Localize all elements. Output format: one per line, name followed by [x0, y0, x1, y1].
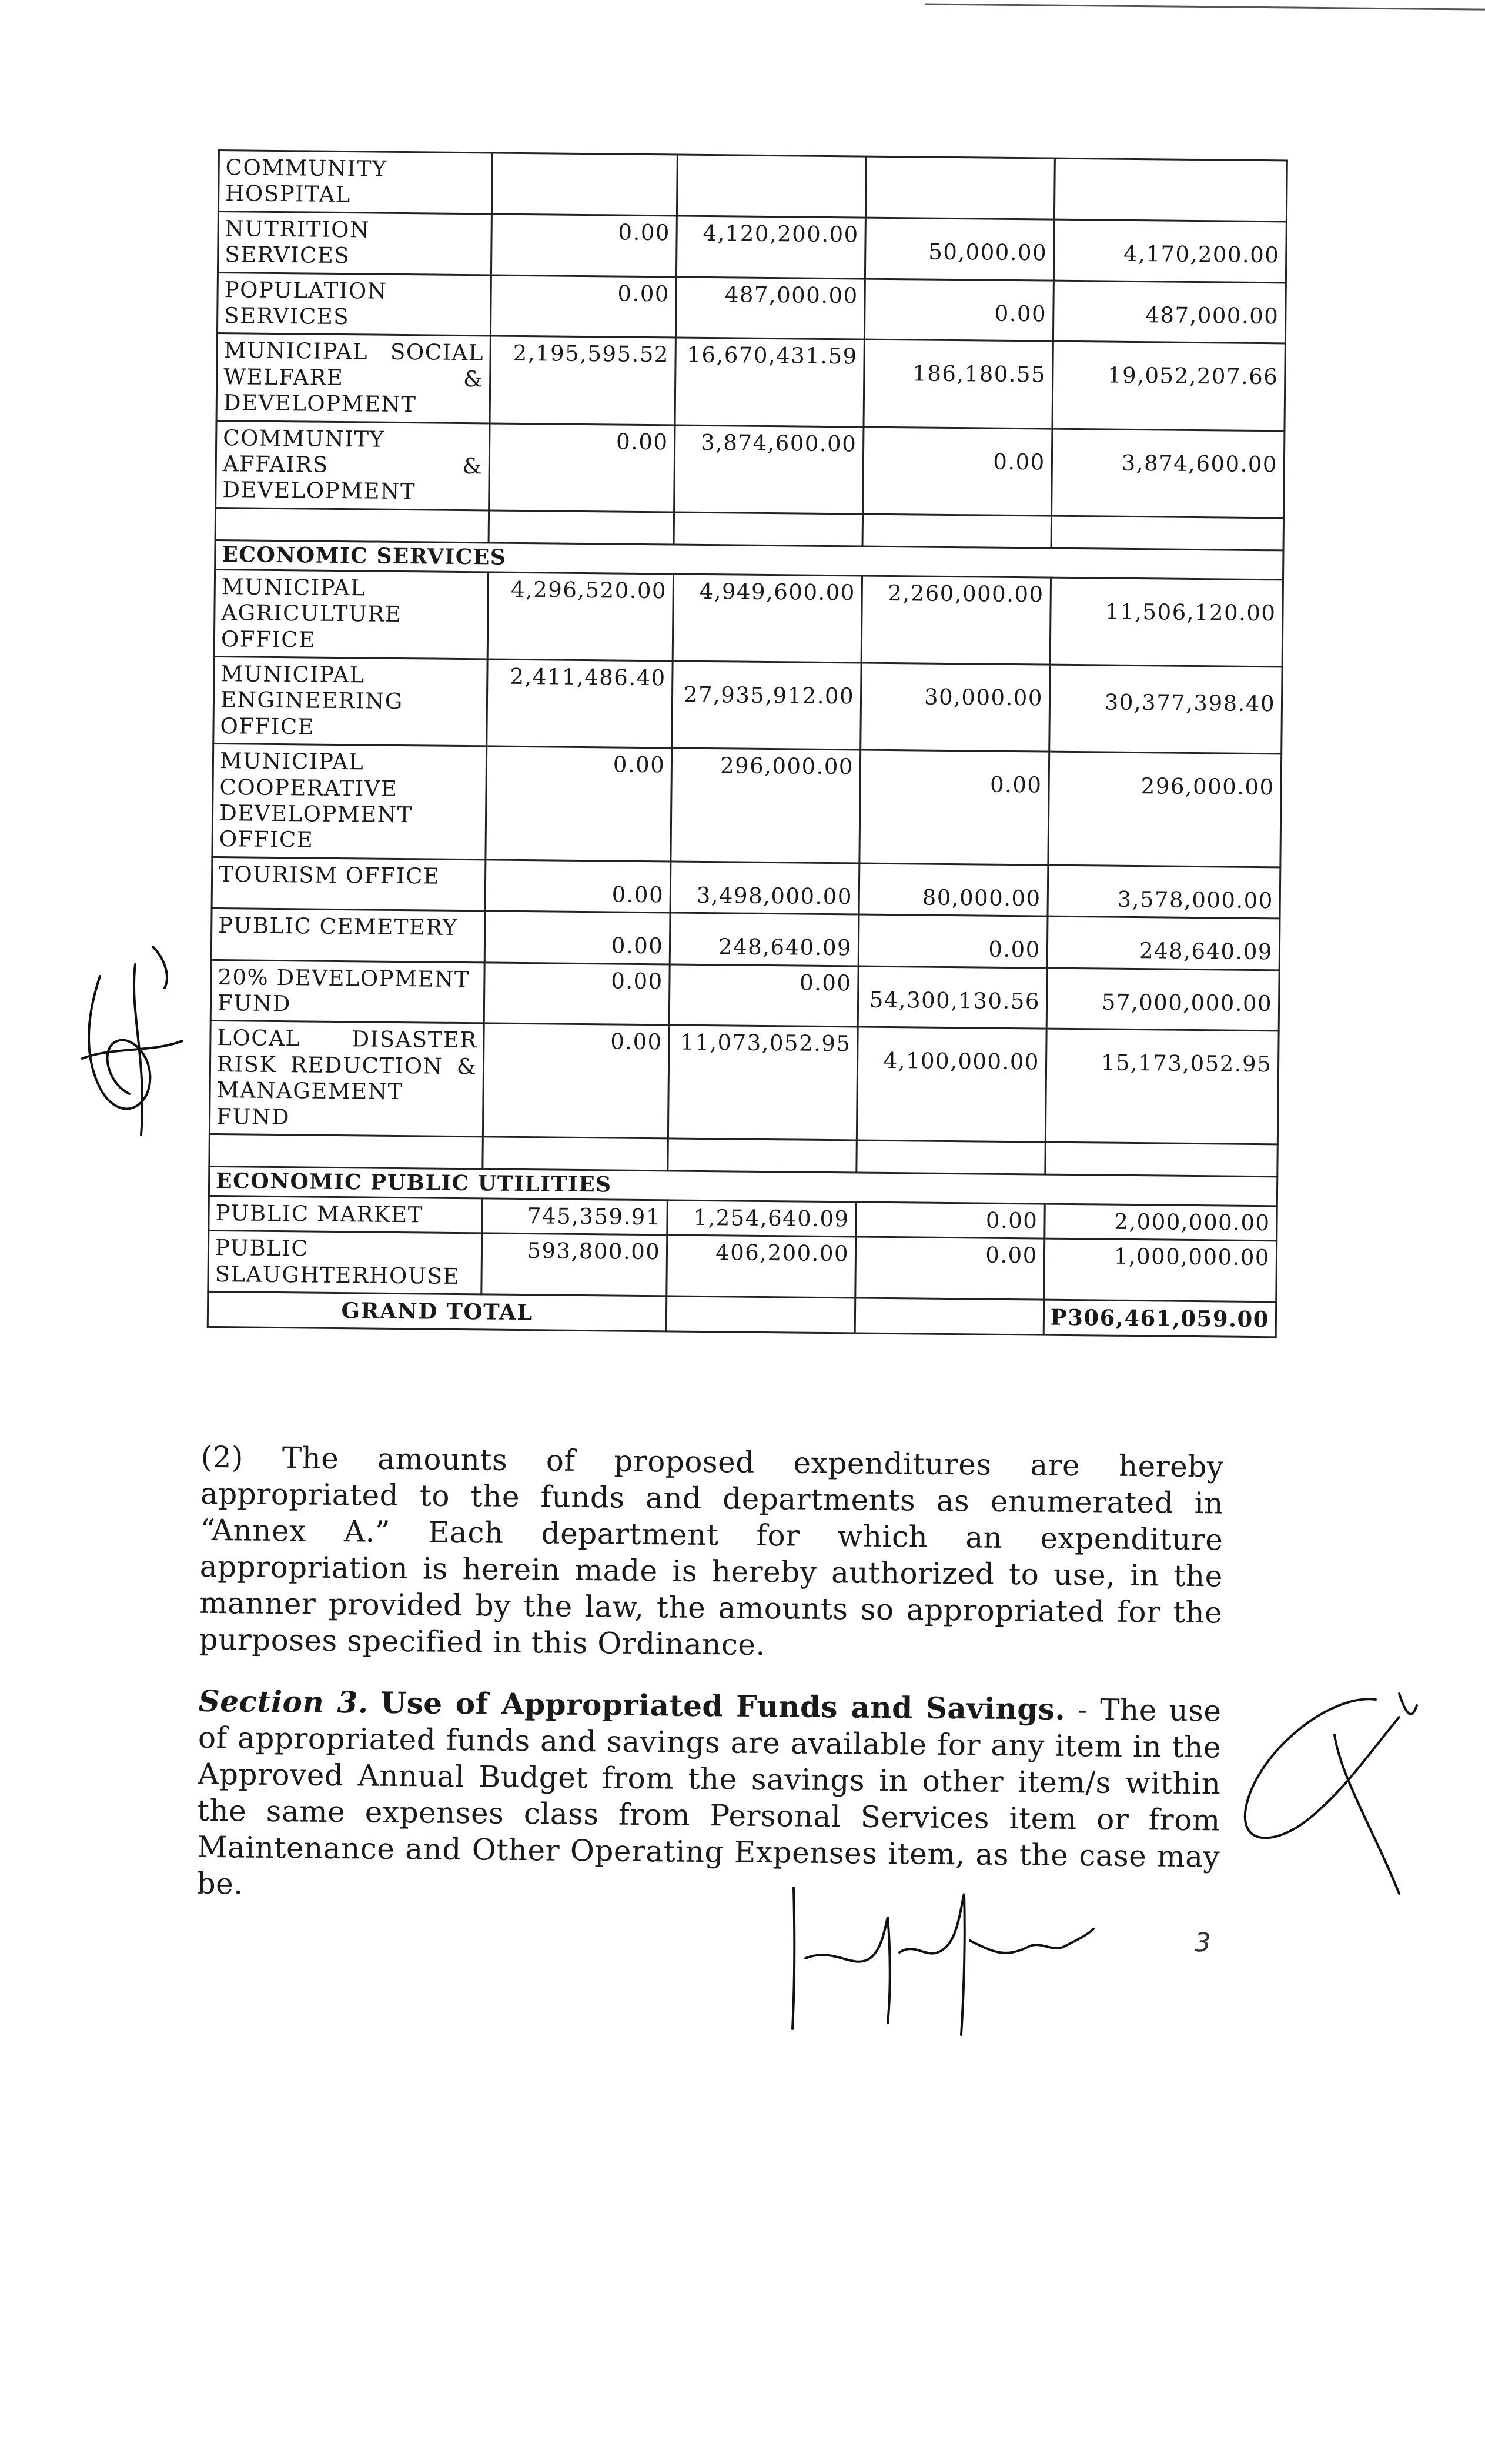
table-row: [214, 569, 1283, 667]
row-name: MUNICIPAL ENGINEERING OFFICE: [213, 657, 488, 747]
cell-total: [1054, 158, 1287, 222]
cell-ps: 0.00: [489, 423, 675, 512]
row-name: PUBLIC CEMETERY: [211, 909, 485, 963]
cell-mooe: 4,949,600.00: [673, 574, 862, 663]
empty-cell: [215, 508, 489, 542]
empty-cell: [483, 1137, 668, 1171]
table-row: [216, 420, 1285, 518]
cell-mooe: 296,000.00: [671, 748, 861, 863]
cell-mooe: 0.00: [669, 964, 858, 1027]
table-row: [218, 151, 1287, 222]
cell-mooe: 4,120,200.00: [677, 216, 866, 279]
row-name: PUBLIC MARKET: [209, 1196, 483, 1234]
cell-total: 487,000.00: [1053, 281, 1286, 344]
cell-ps: 0.00: [491, 275, 677, 338]
budget-table: [207, 149, 1288, 1338]
row-name: MUNICIPAL SOCIAL WELFARE & DEVELOPMENT: [216, 333, 491, 423]
cell-ps: 2,195,595.52: [490, 336, 675, 425]
cell-mooe: 1,254,640.09: [667, 1200, 856, 1237]
cell-mooe: 487,000.00: [676, 277, 865, 340]
table-row: [212, 744, 1282, 867]
empty-cell: [1051, 516, 1284, 550]
cell-mooe: 406,200.00: [667, 1235, 856, 1298]
empty-cell: [855, 1298, 1043, 1334]
cell-total: 57,000,000.00: [1046, 968, 1279, 1031]
table-row: [209, 1021, 1279, 1144]
cell-total: 4,170,200.00: [1053, 219, 1286, 283]
empty-cell: [1045, 1142, 1278, 1177]
cell-mooe: 248,640.09: [670, 913, 859, 966]
section-title: Use of Appropriated Funds and Savings.: [380, 1685, 1066, 1727]
cell-co: 2,260,000.00: [861, 576, 1051, 665]
table-row: [210, 960, 1279, 1031]
cell-total: 3,578,000.00: [1048, 865, 1280, 919]
cell-total: 1,000,000.00: [1044, 1239, 1277, 1303]
cell-total: 19,052,207.66: [1052, 341, 1286, 430]
cell-co: 0.00: [856, 1202, 1045, 1238]
bottom-signature: [782, 1870, 1111, 2046]
empty-cell: [209, 1134, 483, 1168]
empty-cell: [674, 512, 862, 546]
cell-total: 30,377,398.40: [1049, 665, 1282, 754]
empty-cell: [668, 1138, 857, 1173]
cell-total: 248,640.09: [1047, 916, 1280, 970]
cell-co: 0.00: [855, 1237, 1045, 1300]
cell-ps: 745,359.91: [482, 1198, 668, 1235]
section-label: ECONOMIC SERVICES: [215, 540, 1283, 580]
page-number: 3: [1194, 1928, 1212, 1958]
row-name: MUNICIPAL COOPERATIVE DEVELOPMENT OFFICE: [212, 744, 487, 860]
cell-total: 2,000,000.00: [1045, 1204, 1277, 1241]
row-name: LOCAL DISASTER RISK REDUCTION & MANAGEMENT FUND: [209, 1021, 484, 1137]
left-margin-initials: [65, 941, 194, 1153]
row-name: POPULATION SERVICES: [217, 272, 491, 336]
cell-mooe: 16,670,431.59: [675, 338, 864, 426]
cell-co: 0.00: [863, 427, 1052, 516]
cell-co: 186,180.55: [864, 339, 1053, 428]
cell-co: [865, 156, 1055, 219]
cell-co: 54,300,130.56: [858, 966, 1047, 1029]
cell-mooe: 3,498,000.00: [670, 862, 859, 914]
grand-total-value: P306,461,059.00: [1043, 1300, 1276, 1337]
row-name: 20% DEVELOPMENT FUND: [210, 960, 484, 1023]
right-margin-signature: [1211, 1682, 1458, 1917]
section-body: - The use of appropriated funds and savings are available for any item in the Approved Annual Budget from the savings in other item/s within the same expenses class from Personal Services item or from Maintenance and Other Operating Expenses item, as the case may be.: [196, 1692, 1222, 1901]
row-name: NUTRITION SERVICES: [218, 211, 491, 275]
cell-co: 0.00: [864, 279, 1053, 342]
table-row: [217, 272, 1286, 343]
table-row: [216, 333, 1285, 431]
cell-ps: 2,411,486.40: [487, 659, 673, 748]
empty-cell: [667, 1296, 855, 1333]
cell-co: 0.00: [858, 914, 1048, 967]
cell-total: 15,173,052.95: [1045, 1029, 1279, 1144]
cell-co: 50,000.00: [865, 218, 1054, 281]
empty-cell: [857, 1140, 1045, 1174]
cell-ps: 0.00: [486, 746, 672, 862]
empty-cell: [489, 510, 674, 545]
cell-co: 30,000.00: [861, 663, 1050, 752]
cell-total: 296,000.00: [1048, 752, 1282, 867]
row-name: PUBLIC SLAUGHTERHOUSE: [208, 1231, 482, 1294]
row-name: TOURISM OFFICE: [212, 857, 486, 911]
top-edge-line: [925, 4, 1485, 11]
cell-mooe: 3,874,600.00: [674, 425, 864, 513]
cell-ps: 0.00: [484, 962, 670, 1025]
row-name: MUNICIPAL AGRICULTURE OFFICE: [214, 569, 489, 659]
cell-mooe: 11,073,052.95: [668, 1025, 858, 1140]
cell-total: 3,874,600.00: [1051, 429, 1285, 518]
cell-ps: 0.00: [485, 860, 671, 913]
row-name: COMMUNITY HOSPITAL: [218, 151, 492, 214]
cell-mooe: 27,935,912.00: [672, 661, 861, 750]
section-label: ECONOMIC PUBLIC UTILITIES: [209, 1166, 1277, 1206]
cell-ps: 0.00: [484, 911, 670, 964]
cell-mooe: [677, 155, 867, 218]
table-row: [208, 1231, 1277, 1302]
cell-ps: 0.00: [483, 1023, 670, 1138]
cell-co: 80,000.00: [859, 863, 1048, 916]
paragraph-2: (2) The amounts of proposed expenditures are hereby appropriated to the funds and departments as enumerated in “Annex A.” Each department for which an expenditure appropriation is herein made is hereby authorized to use, in the manner provided by the law, the amounts so appropriated for the purposes specified in this Ordinance.: [199, 1440, 1224, 1662]
empty-cell: [862, 514, 1051, 548]
grand-total-label: GRAND TOTAL: [208, 1292, 667, 1331]
section-number: Section 3.: [198, 1683, 369, 1720]
table-row: [218, 211, 1286, 282]
cell-co: 0.00: [859, 750, 1049, 865]
cell-ps: 4,296,520.00: [487, 572, 673, 661]
cell-ps: 0.00: [491, 214, 677, 277]
cell-total: 11,506,120.00: [1050, 577, 1283, 667]
cell-co: 4,100,000.00: [857, 1027, 1046, 1142]
row-name: COMMUNITY AFFAIRS & DEVELOPMENT: [216, 420, 490, 510]
cell-ps: 593,800.00: [481, 1233, 667, 1296]
cell-ps: [492, 153, 678, 216]
table-row: [213, 657, 1282, 754]
